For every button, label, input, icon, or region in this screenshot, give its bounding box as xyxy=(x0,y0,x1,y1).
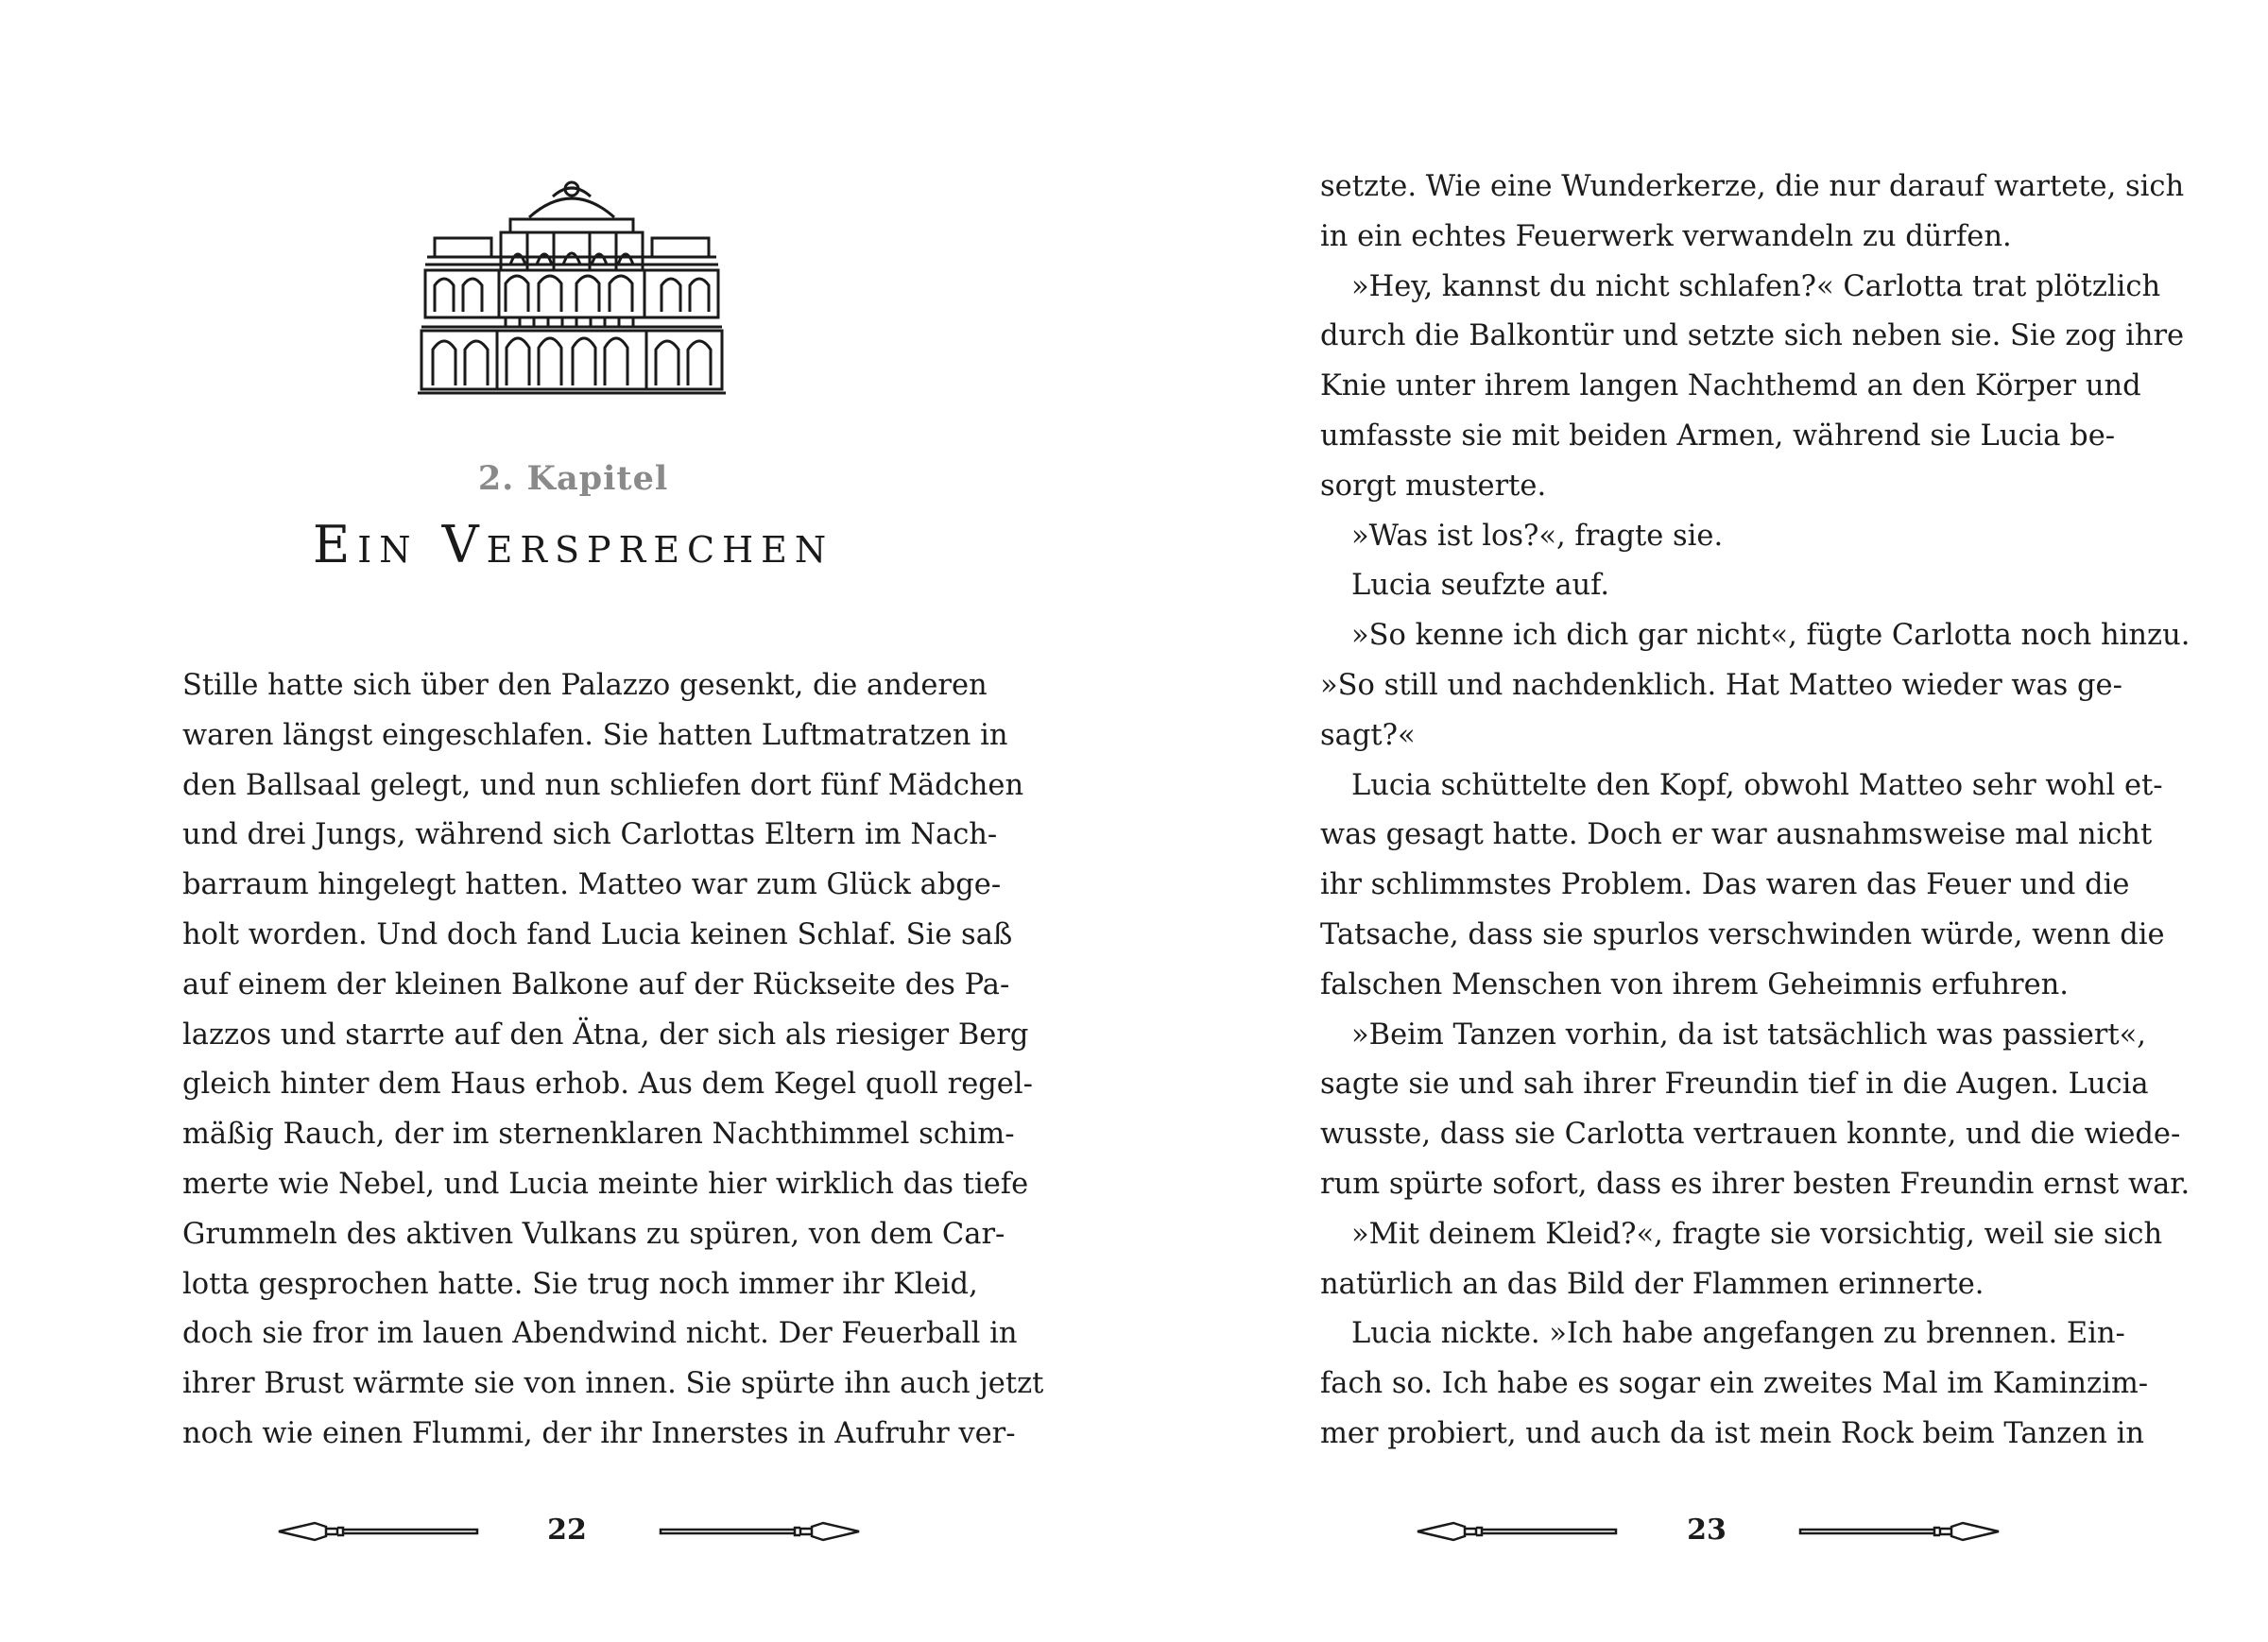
text-line: fach so. Ich habe es sogar ein zweites Mal im Kaminzim- xyxy=(1320,1367,2149,1401)
text-line: noch wie einen Flummi, der ihr Innerstes in Aufruhr ver- xyxy=(182,1416,1016,1450)
text-line: »Was ist los?«, fragte sie. xyxy=(1351,519,1724,553)
right-page xyxy=(1134,0,2268,1642)
text-line: Lucia nickte. »Ich habe angefangen zu brennen. Ein- xyxy=(1351,1317,2125,1351)
right-folio xyxy=(1134,1512,2268,1549)
arrow-left-ornament-icon xyxy=(277,1519,480,1544)
page-number: 23 xyxy=(1687,1514,1727,1547)
text-line: den Ballsaal gelegt, und nun schliefen dort fünf Mädchen xyxy=(182,768,1024,802)
text-line: auf einem der kleinen Balkone auf der Rückseite des Pa- xyxy=(182,967,1010,1001)
text-line: wusste, dass sie Carlotta vertrauen konnte, und die wiede- xyxy=(1320,1118,2181,1152)
palazzo-facade-icon xyxy=(416,170,728,406)
text-line: rum spürte sofort, dass es ihrer besten Freundin ernst war. xyxy=(1320,1167,2191,1201)
text-line: »Hey, kannst du nicht schlafen?« Carlotta trat plötzlich xyxy=(1351,269,2161,303)
text-line: lotta gesprochen hatte. Sie trug noch immer ihr Kleid, xyxy=(182,1267,978,1301)
text-line: »So still und nachdenklich. Hat Matteo wieder was ge- xyxy=(1320,668,2122,702)
left-folio xyxy=(0,1512,1134,1549)
text-line: merte wie Nebel, und Lucia meinte hier wirklich das tiefe xyxy=(182,1167,1029,1201)
text-line: Lucia schüttelte den Kopf, obwohl Matteo sehr wohl et- xyxy=(1351,768,2163,802)
chapter-title: Ein Versprechen xyxy=(312,515,834,574)
text-line: sagt?« xyxy=(1320,718,1416,752)
arrow-right-ornament-icon xyxy=(1797,1519,2001,1544)
page-number: 22 xyxy=(547,1514,587,1547)
text-line: durch die Balkontür und setzte sich neben sie. Sie zog ihre xyxy=(1320,319,2185,353)
text-line: sagte sie und sah ihrer Freundin tief in die Augen. Lucia xyxy=(1320,1068,2149,1102)
text-line: mäßig Rauch, der im sternenklaren Nachthimmel schim- xyxy=(182,1118,1015,1152)
arrow-left-ornament-icon xyxy=(1416,1519,1619,1544)
text-line: doch sie fror im lauen Abendwind nicht. Der Feuerball in xyxy=(182,1317,1018,1351)
text-line: Grummeln des aktiven Vulkans zu spüren, von dem Car- xyxy=(182,1217,1005,1251)
text-line: lazzos und starrte auf den Ätna, der sich als riesiger Berg xyxy=(182,1018,1029,1052)
text-line: natürlich an das Bild der Flammen erinnerte. xyxy=(1320,1267,1984,1301)
text-line: mer probiert, und auch da ist mein Rock beim Tanzen in xyxy=(1320,1416,2145,1450)
text-line: ihrer Brust wärmte sie von innen. Sie spürte ihn auch jetzt xyxy=(182,1367,1044,1401)
text-line: barraum hingelegt hatten. Matteo war zum Glück abge- xyxy=(182,868,1002,902)
text-line: holt worden. Und doch fand Lucia keinen Schlaf. Sie saß xyxy=(182,917,1013,951)
arrow-right-ornament-icon xyxy=(658,1519,861,1544)
text-line: sorgt musterte. xyxy=(1320,469,1547,503)
text-line: Lucia seufzte auf. xyxy=(1351,569,1610,603)
left-body-text xyxy=(182,661,1044,1460)
text-line: und drei Jungs, während sich Carlottas Eltern im Nach- xyxy=(182,818,998,852)
text-line: was gesagt hatte. Doch er war ausnahmsweise mal nicht xyxy=(1320,818,2153,852)
text-line: Knie unter ihrem langen Nachthemd an den Körper und xyxy=(1320,369,2141,403)
text-line: in ein echtes Feuerwerk verwandeln zu dürfen. xyxy=(1320,219,2012,253)
text-line: falschen Menschen von ihrem Geheimnis erfuhren. xyxy=(1320,967,2069,1001)
text-line: »So kenne ich dich gar nicht«, fügte Carlotta noch hinzu. xyxy=(1351,619,2191,653)
text-line: umfasste sie mit beiden Armen, während sie Lucia be- xyxy=(1320,419,2116,453)
text-line: waren längst eingeschlafen. Sie hatten Luftmatratzen in xyxy=(182,718,1008,752)
right-body-text xyxy=(1320,162,2191,1460)
text-line: Tatsache, dass sie spurlos verschwinden würde, wenn die xyxy=(1320,917,2165,951)
text-line: Stille hatte sich über den Palazzo gesenkt, die anderen xyxy=(182,669,988,702)
text-line: ihr schlimmstes Problem. Das waren das Feuer und die xyxy=(1320,868,2130,902)
text-line: »Beim Tanzen vorhin, da ist tatsächlich was passiert«, xyxy=(1351,1018,2146,1052)
text-line: gleich hinter dem Haus erhob. Aus dem Kegel quoll regel- xyxy=(182,1068,1033,1102)
chapter-number: 2. Kapitel xyxy=(477,459,669,498)
text-line: »Mit deinem Kleid?«, fragte sie vorsichtig, weil sie sich xyxy=(1351,1217,2163,1251)
text-line: setzte. Wie eine Wunderkerze, die nur darauf wartete, sich xyxy=(1320,170,2185,203)
